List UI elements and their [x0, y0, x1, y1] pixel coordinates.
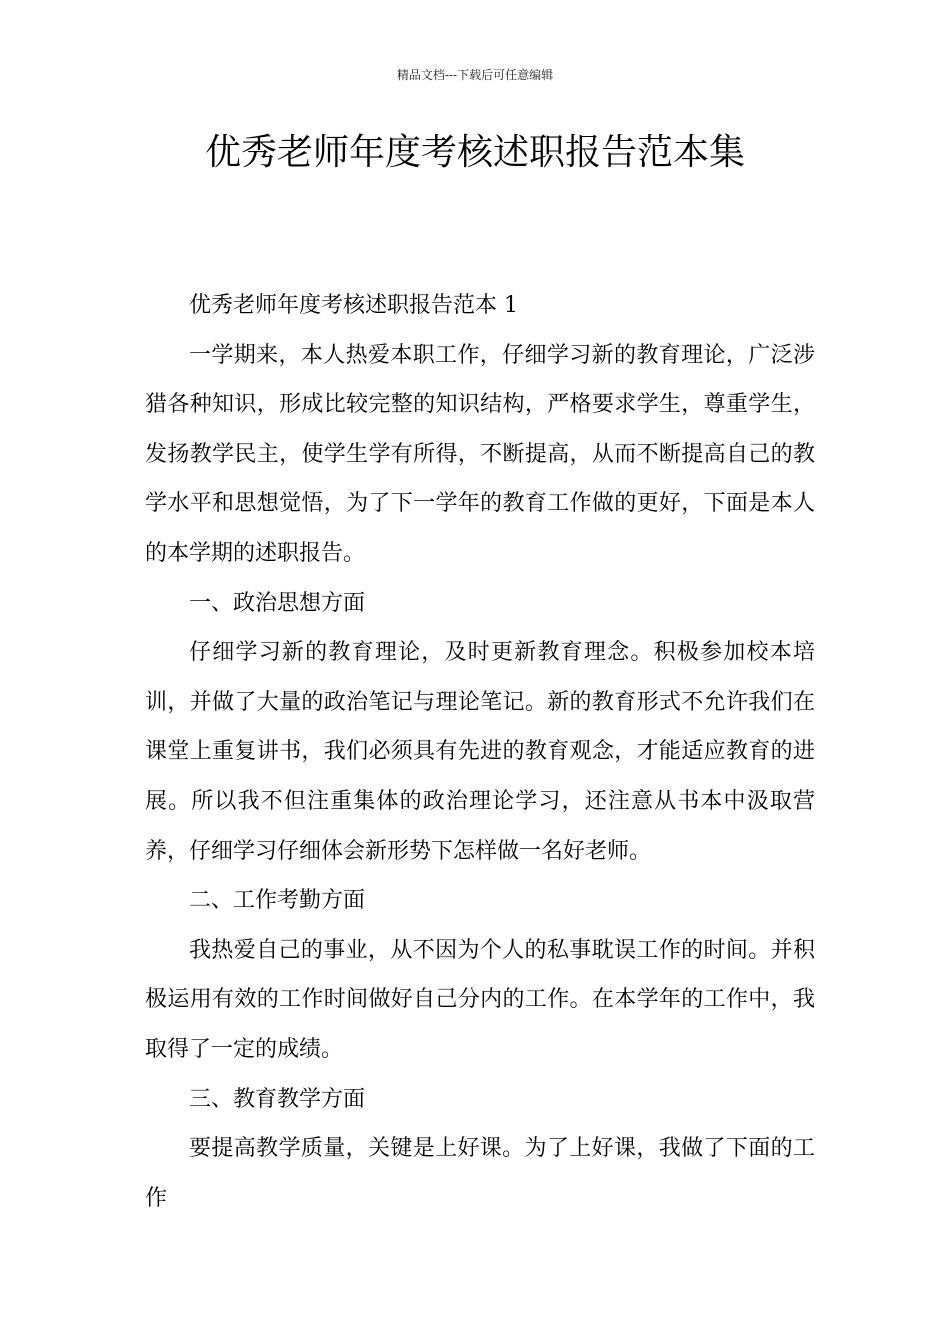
paragraph-teaching: 要提高教学质量，关键是上好课。为了上好课，我做了下面的工作 [145, 1136, 815, 1211]
document-title: 优秀老师年度考核述职报告范本集 [204, 132, 745, 173]
paragraph-attendance: 我热爱自己的事业，从不因为个人的私事耽误工作的时间。并积极运用有效的工作时间做好自己分内的工作。在本学年的工作中，我取得了一定的成绩。 [145, 937, 815, 1062]
section-heading-teaching: 三、教育教学方面 [189, 1086, 366, 1112]
section-heading-attendance: 二、工作考勤方面 [189, 888, 366, 914]
paragraph-political: 仔细学习新的教育理论，及时更新教育理念。积极参加校本培训，并做了大量的政治笔记与理论笔记。新的教育形式不允许我们在课堂上重复讲书，我们必须具有先进的教育观念，才能适应教育的进展。所以我不但注重集体的政治理论学习，还注意从书本中汲取营养，仔细学习仔细体会新形势下怎样做一名好老师。 [145, 640, 815, 864]
section-heading-1: 优秀老师年度考核述职报告范本 1 [189, 293, 518, 318]
header-note: 精品文档---下载后可任意编辑 [396, 68, 554, 82]
paragraph-intro: 一学期来，本人热爱本职工作，仔细学习新的教育理论，广泛涉猎各种知识，形成比较完整的知识结构，严格要求学生，尊重学生，发扬教学民主，使学生学有所得，不断提高，从而不断提高自己的教学水平和思想觉悟，为了下一学年的教育工作做的更好，下面是本人的本学期的述职报告。 [145, 342, 815, 566]
document-body [145, 281, 815, 1223]
section-heading-political: 一、政治思想方面 [189, 590, 366, 616]
